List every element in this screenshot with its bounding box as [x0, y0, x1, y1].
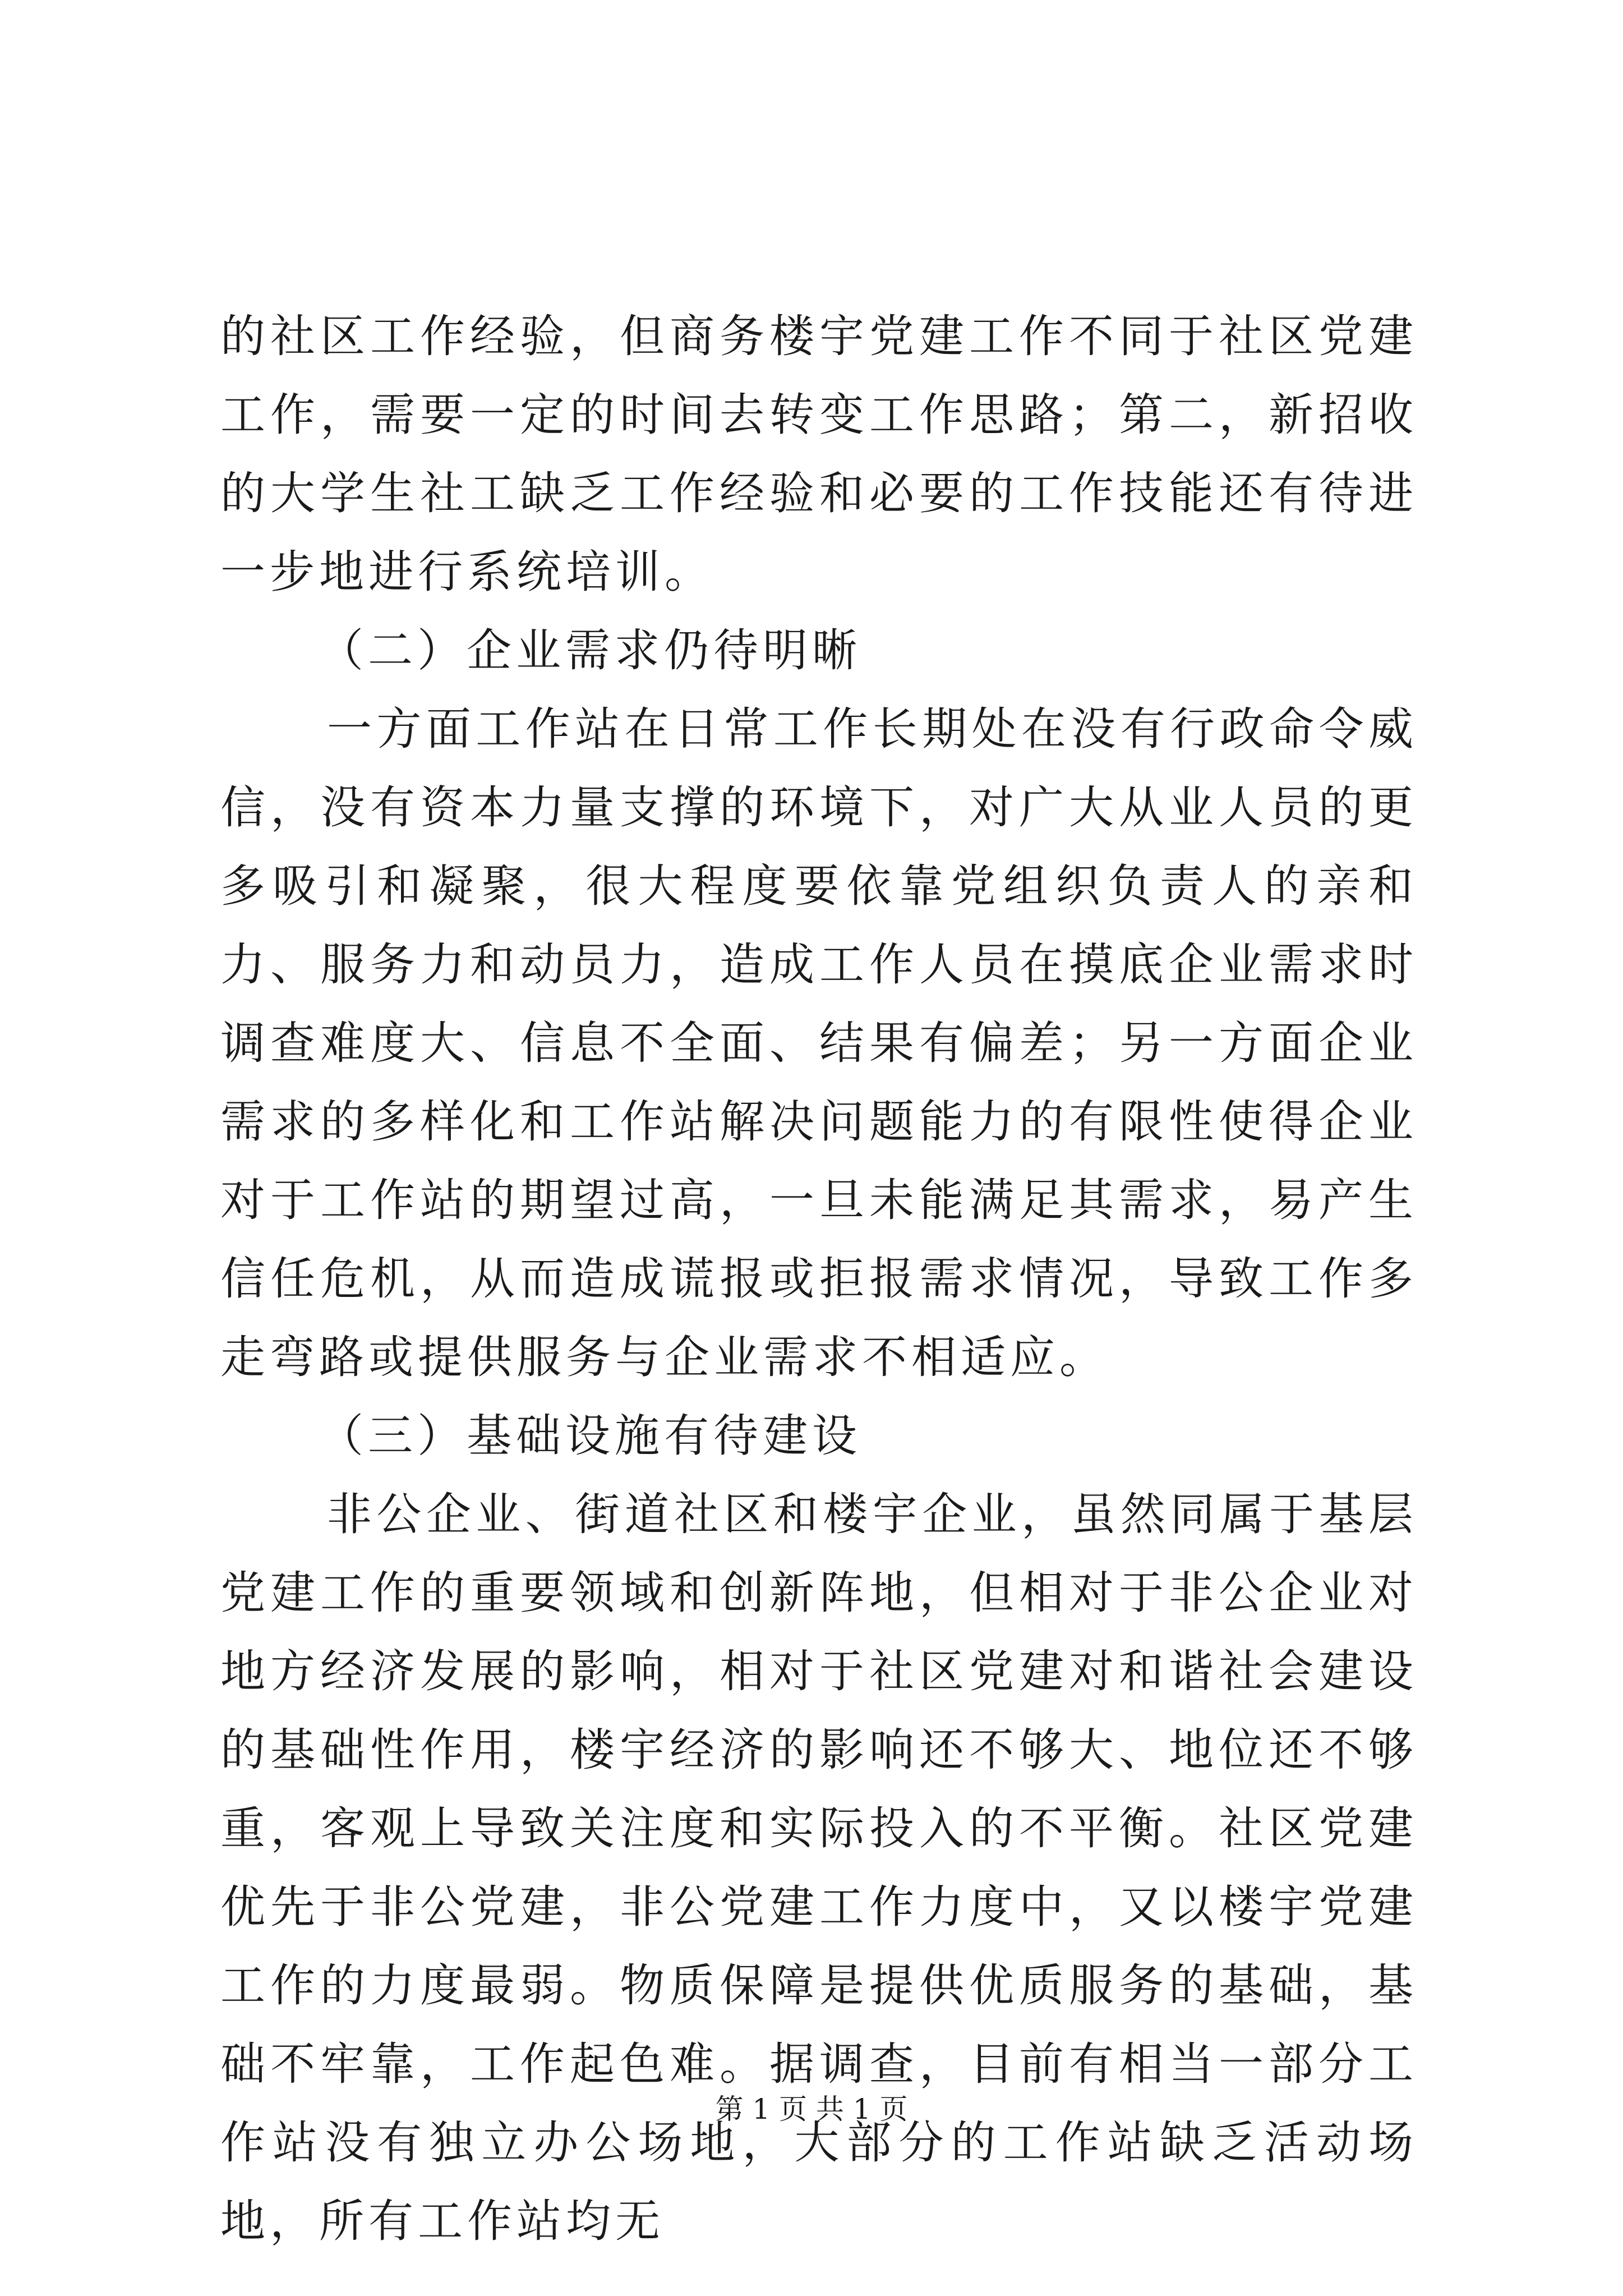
section-heading-3: （三）基础设施有待建设	[319, 1410, 861, 1462]
page-footer: 第 1 页 共 1 页	[715, 2093, 908, 2125]
paragraph-continuation: 的社区工作经验，但商务楼宇党建工作不同于社区党建工作，需要一定的时间去转变工作思路；第二，新招收的大学生社工缺乏工作经验和必要的工作技能还有待进一步地进行系统培训。	[220, 310, 1418, 598]
section-heading-2: （二）企业需求仍待明晰	[319, 624, 861, 677]
document-body	[220, 297, 1418, 2261]
paragraph-enterprise-needs: 一方面工作站在日常工作长期处在没有行政命令威信，没有资本力量支撑的环境下，对广大从业人员的更多吸引和凝聚，很大程度要依靠党组织负责人的亲和力、服务力和动员力，造成工作人员在摸底企业需求时调查难度大、信息不全面、结果有偏差；另一方面企业需求的多样化和工作站解决问题能力的有限性使得企业对于工作站的期望过高，一旦未能满足其需求，易产生信任危机，从而造成谎报或拒报需求情况，导致工作多走弯路或提供服务与企业需求不相适应。	[220, 703, 1418, 1383]
paragraph-infrastructure: 非公企业、街道社区和楼宇企业，虽然同属于基层党建工作的重要领域和创新阵地，但相对于非公企业对地方经济发展的影响，相对于社区党建对和谐社会建设的基础性作用，楼宇经济的影响还不够大、地位还不够重，客观上导致关注度和实际投入的不平衡。社区党建优先于非公党建，非公党建工作力度中，又以楼宇党建工作的力度最弱。物质保障是提供优质服务的基础，基础不牢靠，工作起色难。据调查，目前有相当一部分工作站没有独立办公场地，大部分的工作站缺乏活动场地，所有工作站均无	[220, 1488, 1418, 2247]
